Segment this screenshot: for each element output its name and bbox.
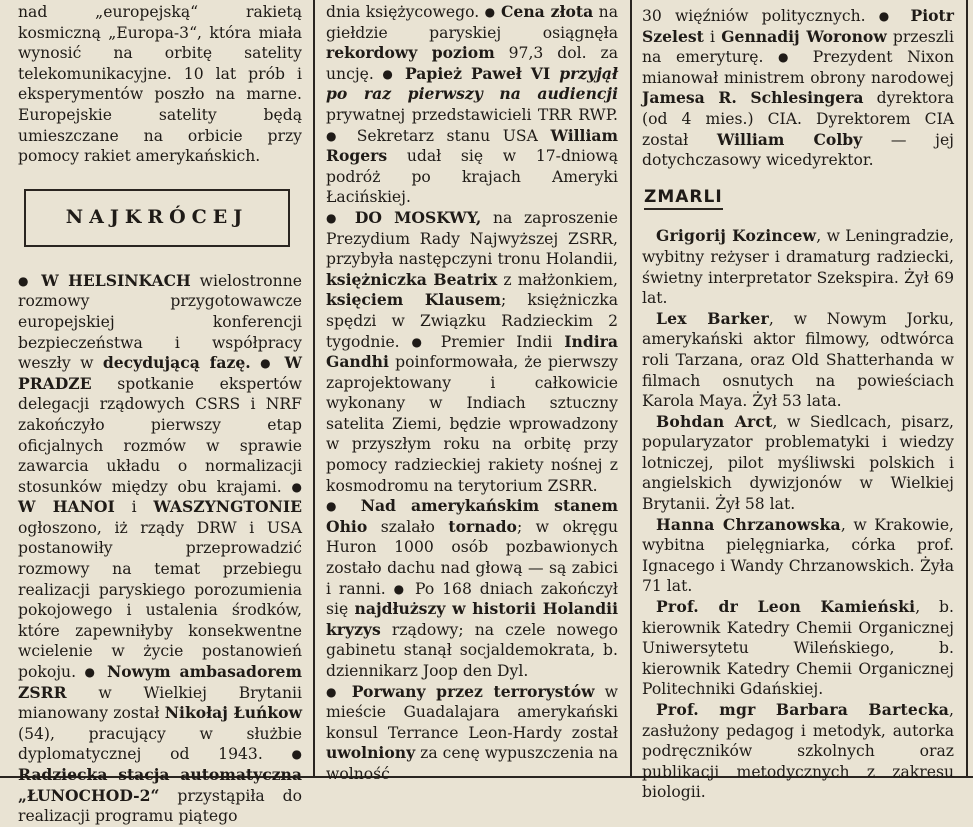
section-title: NAJKRÓCEJ <box>65 206 249 229</box>
bullet-icon: ● <box>291 747 302 762</box>
news-items: ● Porwany przez terrorystów w mieście Guadalajara amerykański konsul Terrance Leon-Hardy został uwolniony za cenę wypuszczenia na wolność <box>326 681 618 783</box>
bullet-icon: ● <box>326 684 342 699</box>
news-lead: W PRADZE <box>18 353 302 393</box>
column-divider <box>630 0 632 776</box>
bullet-icon: ● <box>778 50 799 65</box>
obituary-list <box>642 226 954 803</box>
news-items: ● W HELSINKACH wielostronne rozmowy przygotowawcze europejskiej konferencji bezpieczeństwa i współpracy weszły w decydującą fazę. ● W PRADZE spotkanie ekspertów delegacji rządowych CSRS i NRF zakończyło pierwszy etap oficjalnych rozmów w sprawie zawarcia układu o normalizacji stosunków między obu krajami. ● W HANOI i WASZYNGTONIE ogłoszono, iż rządy DRW i USA postanowiły przeprowadzić rozmowy na temat przebiegu realizacji paryskiego porozumienia pokojowego i ustalenia środków, które zapewniłyby konsekwentne wcielenie w życie postanowień pokoju. ● Nowym ambasadorem ZSRR w Wielkiej Brytanii mianowany został Nikołaj Łuńkow (54), pracujący w służbie dyplomatycznej od 1943. ● Radziecka stacja automatyczna „ŁUNOCHOD-2“ przystąpiła do realizacji programu piątego <box>18 270 303 826</box>
column-left <box>18 2 302 827</box>
intro-paragraph: nad „europejską“ rakietą kosmiczną „Europa-3“, która miała wynosić na orbitę satelity telekomunikacyjne. 10 lat prób i eksperymentów poszło na marne. Europejskie satelity będą umieszczane na orbicie przy pomocy rakiet amerykańskich. <box>18 3 302 166</box>
section-header-box <box>24 189 290 247</box>
column-middle <box>326 2 618 785</box>
news-lead: Radziecka stacja automatyczna „ŁUNOCHOD-2“ <box>18 765 302 805</box>
news-items: 30 więźniów politycznych. ● Piotr Szelest i Gennadij Woronow przeszli na emeryturę. ● Prezydent Nixon mianował ministrem obrony narodowej Jamesa R. Schlesingera dyrektora (od 4 mies.) CIA. Dyrektorem CIA został William Colby — jej dotychczasowy wicedyrektor. <box>642 6 955 170</box>
bullet-icon: ● <box>291 479 302 494</box>
obituary-item: Hanna Chrzanowska, w Krakowie, wybitna pielęgniarka, córka prof. Ignacego i Wandy Chrzanowskich. Żyła 71 lat. <box>642 514 955 596</box>
bullet-icon: ● <box>260 356 276 371</box>
bullet-icon: ● <box>18 273 33 288</box>
bullet-icon: ● <box>411 334 429 349</box>
news-items: dnia księżycowego. ● Cena złota na giełdzie paryskiej osiągnęła rekordowy poziom 97,3 dol. za uncję. ● Papież Paweł VI przyjął po raz pierwszy na audiencji prywatnej przedstawicieli TRR RWP. ● Sekretarz stanu USA William Rogers udał się w 17-dniową podróż po krajach Ameryki Łacińskiej. <box>326 2 618 207</box>
news-items: ● DO MOSKWY, na zaproszenie Prezydium Rady Najwyższej ZSRR, przybyła następczyni tronu Holandii, księżniczka Beatrix z małżonkiem, księciem Klausem; księżniczka spędzi w Związku Radzieckim 2 tygodnie. ● Premier Indii Indira Gandhi poinformowała, że pierwszy zaprojektowany i całkowicie wykonany w Indiach sztuczny satelita Ziemi, będzie wprowadzony w przyszłym roku na orbitę przy pomocy radzieckiej rakiety nośnej z kosmodromu na terytorium ZSRR. <box>326 207 619 495</box>
news-lead: W HELSINKACH <box>41 270 191 290</box>
column-divider <box>966 0 968 776</box>
bullet-icon: ● <box>393 581 408 596</box>
obituary-item: Prof. mgr Barbara Bartecka, zasłużony pedagog i metodyk, autorka podręczników szkolnych oraz publikacji metodycznych z zakresu biologii. <box>642 700 954 802</box>
bullet-icon: ● <box>878 9 898 23</box>
obituaries-heading: ZMARLI <box>644 187 723 211</box>
obituary-item: Grigorij Kozincew, w Leningradzie, wybitny reżyser i dramaturg radziecki, świetny interpretator Szekspira. Żył 69 lat. <box>642 226 954 308</box>
bullet-icon: ● <box>484 5 496 19</box>
bullet-icon: ● <box>84 665 99 680</box>
column-divider <box>313 0 315 776</box>
obituary-item: Bohdan Arct, w Siedlcach, pisarz, popularyzator problematyki i wiedzy lotniczej, pilot myśliwski polskich i angielskich dywizjonów w Wielkiej Brytanii. Żył 58 lat. <box>642 411 955 514</box>
news-lead: W HANOI <box>18 497 115 517</box>
news-items: ● Nad amerykańskim stanem Ohio szalało tornado; w okręgu Huron 1000 osób pozbawionych zostało dachu nad głową — są zabici i ranni. ● Po 168 dniach zakończył się najdłuższy w historii Holandii kryzys rządowy; na czele nowego gabinetu stanął socjaldemokrata, b. dziennikarz Joop den Dyl. <box>326 496 618 680</box>
column-right <box>642 6 954 803</box>
news-lead: Nowym ambasadorem ZSRR <box>18 662 302 702</box>
obituary-item: Prof. dr Leon Kamieński, b. kierownik Katedry Chemii Organicznej Uniwersytetu Wileńskiego, b. kierownik Katedry Chemii Organicznej Politechniki Gdańskiej. <box>642 597 954 699</box>
obituary-item: Lex Barker, w Nowym Jorku, amerykański aktor filmowy, odtwórca roli Tarzana, oraz Old Shatterhanda w filmach osnutych na powieściach Karola Maya. Żył 53 lata. <box>642 308 954 411</box>
bullet-icon: ● <box>326 128 345 143</box>
bullet-icon: ● <box>382 66 397 81</box>
bullet-icon: ● <box>326 499 347 514</box>
bullet-icon: ● <box>326 210 344 225</box>
